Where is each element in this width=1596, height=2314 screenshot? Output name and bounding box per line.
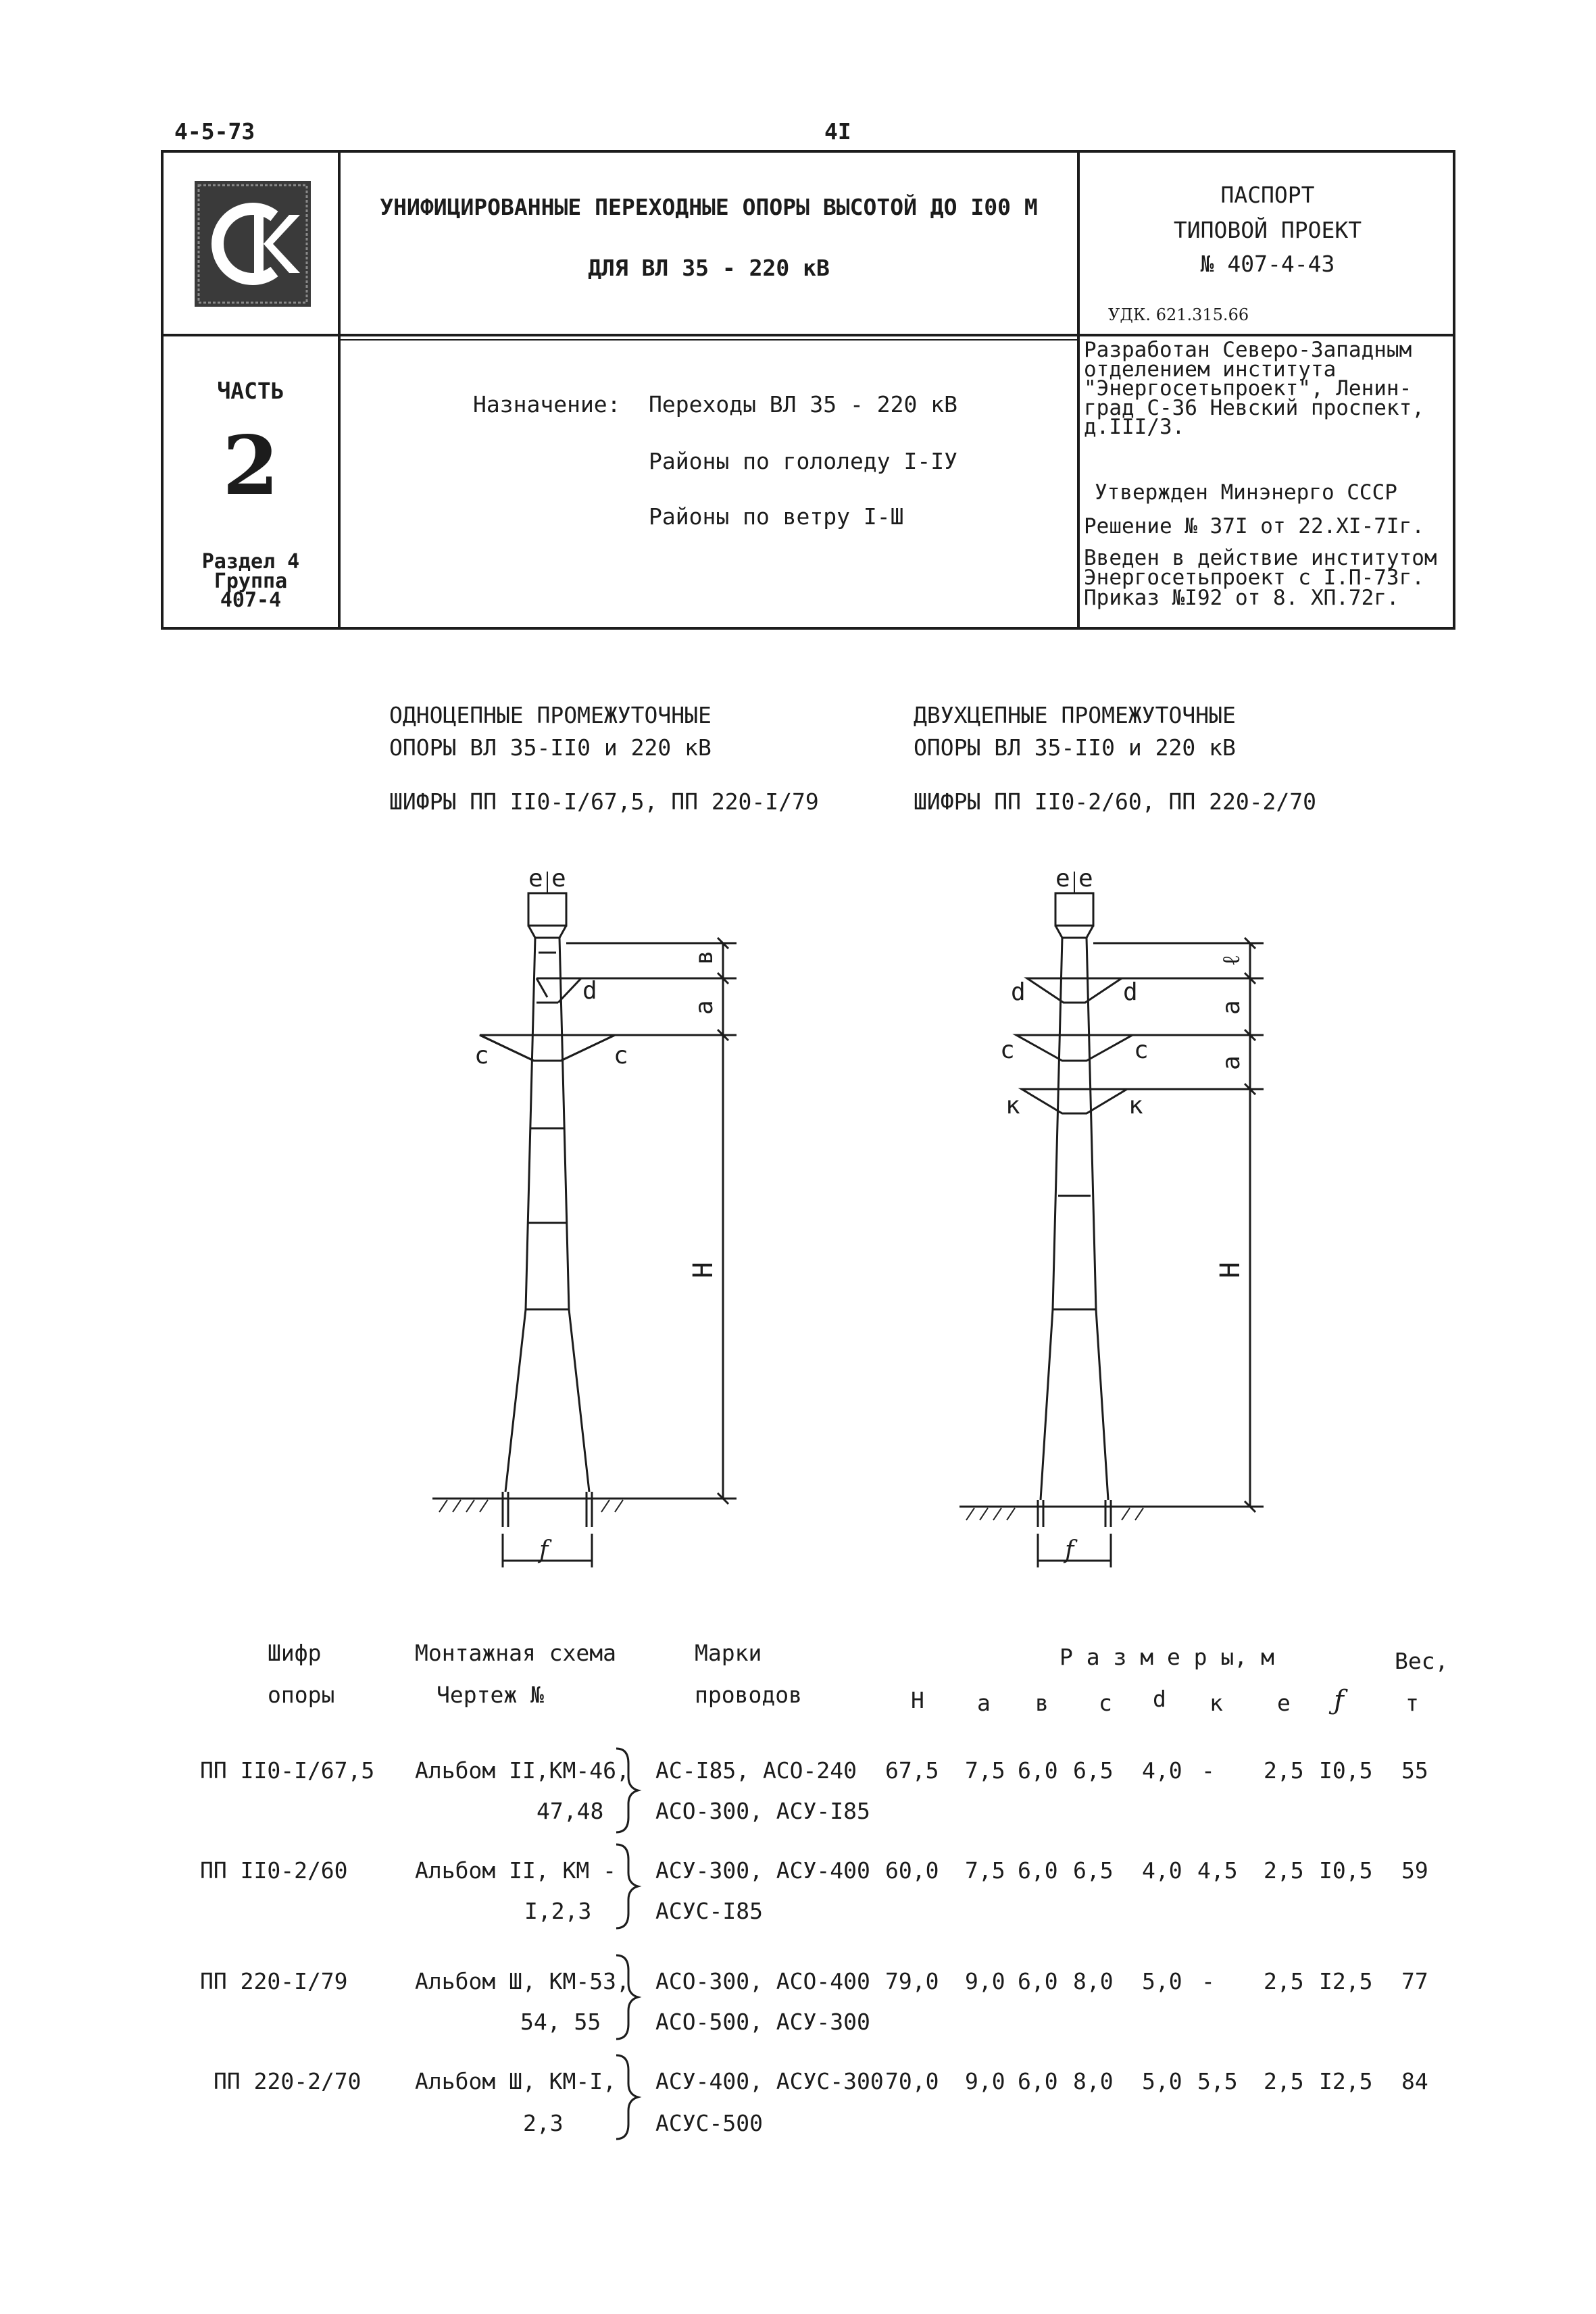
col-header-k: к bbox=[1210, 1690, 1223, 1716]
label-c-left: c bbox=[1000, 1036, 1015, 1064]
label-d-right: d bbox=[1123, 978, 1138, 1006]
purpose-label: Назначение: bbox=[473, 391, 621, 418]
frame-hline-inner bbox=[338, 339, 1077, 341]
row3-d: 5,0 bbox=[1142, 1968, 1182, 1994]
label-b: в bbox=[691, 950, 718, 965]
tower-top-cap bbox=[528, 893, 566, 926]
header-title-line2: ДЛЯ ВЛ 35 - 220 кВ bbox=[588, 255, 830, 281]
left-tower-title-1: ОДНОЦЕПНЫЕ ПРОМЕЖУТОЧНЫЕ bbox=[389, 702, 712, 728]
label-e-1: e bbox=[1055, 865, 1070, 892]
section-label: Раздел 4 Группа 407-4 bbox=[201, 550, 300, 612]
col-header-f: ƒ bbox=[1334, 1685, 1344, 1716]
lower-crossarm bbox=[1022, 1089, 1127, 1113]
col-header-weight: Вес, bbox=[1395, 1648, 1449, 1674]
col-header-scheme: Монтажная схема bbox=[415, 1640, 617, 1666]
row1-b: 6,0 bbox=[1018, 1757, 1058, 1784]
row2-d: 4,0 bbox=[1142, 1857, 1182, 1884]
frame-hline bbox=[161, 334, 1455, 336]
row4-c: 8,0 bbox=[1073, 2068, 1114, 2094]
col-header-a: а bbox=[977, 1690, 991, 1716]
row3-f: I2,5 bbox=[1319, 1968, 1373, 1994]
col-header-code-2: опоры bbox=[268, 1682, 335, 1708]
purpose-crossings: Переходы ВЛ 35 - 220 кВ bbox=[649, 391, 957, 418]
col-header-sizes: Р а з м е р ы, м bbox=[1059, 1644, 1274, 1670]
row1-scheme: Альбом II,КМ-46, bbox=[415, 1757, 630, 1784]
row3-b: 6,0 bbox=[1018, 1968, 1058, 1994]
label-c-right: c bbox=[614, 1042, 628, 1070]
row3-c: 8,0 bbox=[1073, 1968, 1114, 1994]
row2-k: 4,5 bbox=[1197, 1857, 1238, 1884]
row2-wires-2: АСУС-I85 bbox=[655, 1898, 763, 1924]
row2-scheme: Альбом II, КМ - bbox=[415, 1857, 617, 1884]
row1-d: 4,0 bbox=[1142, 1757, 1182, 1784]
tower-body bbox=[505, 938, 589, 1492]
row2-c: 6,5 bbox=[1073, 1857, 1114, 1884]
doc-code: 4-5-73 bbox=[174, 118, 255, 145]
enactment-info: Введен в действие институтом Энергосетьпроект с I.П-73г. Приказ №I92 от 8. ХП.72г. bbox=[1084, 546, 1437, 610]
row3-weight: 77 bbox=[1401, 1968, 1428, 1994]
row4-wires-2: АСУС-500 bbox=[655, 2110, 763, 2136]
purpose-wind-regions: Районы по ветру I-Ш bbox=[649, 503, 904, 530]
row2-wires: АСУ-300, АСУ-400 bbox=[655, 1857, 870, 1884]
part-label: ЧАСТЬ bbox=[217, 378, 284, 404]
label-c-right: c bbox=[1134, 1036, 1149, 1064]
label-a-2: a bbox=[1218, 1055, 1245, 1070]
row1-H: 67,5 bbox=[885, 1757, 939, 1784]
col-header-e: е bbox=[1277, 1690, 1291, 1716]
row2-code: ПП II0-2/60 bbox=[200, 1857, 348, 1884]
row2-a: 7,5 bbox=[965, 1857, 1005, 1884]
label-f: f bbox=[539, 1536, 549, 1564]
row3-scheme: Альбом Ш, КМ-53, bbox=[415, 1968, 630, 1994]
label-d-left: d bbox=[1011, 978, 1026, 1006]
label-e-2: e bbox=[551, 865, 566, 892]
developer-info: Разработан Северо-Западным отделением института "Энергосетьпроект", Ленин- град С-36 Невский проспект, д.III/3. bbox=[1084, 338, 1424, 440]
label-k-right: к bbox=[1128, 1092, 1143, 1120]
upper-crossarm bbox=[537, 978, 581, 1003]
row3-a: 9,0 bbox=[965, 1968, 1005, 1994]
row1-e: 2,5 bbox=[1264, 1757, 1304, 1784]
row3-scheme-2: 54, 55 bbox=[520, 2009, 601, 2035]
decision: Решение № 37I от 22.XI-7Iг. bbox=[1084, 514, 1424, 538]
right-tower-title-2: ОПОРЫ ВЛ 35-II0 и 220 кВ bbox=[914, 734, 1236, 761]
row2-H: 60,0 bbox=[885, 1857, 939, 1884]
label-H: H bbox=[688, 1261, 719, 1278]
row1-code: ПП II0-I/67,5 bbox=[200, 1757, 375, 1784]
upper-crossarm bbox=[1027, 978, 1122, 1003]
label-a-1: a bbox=[1218, 1000, 1245, 1015]
part-number: 2 bbox=[222, 418, 279, 513]
dimension-line-vertical bbox=[1093, 943, 1264, 1507]
tower-top-cap bbox=[1055, 893, 1093, 926]
row4-weight: 84 bbox=[1401, 2068, 1428, 2094]
project-number: № 407-4-43 bbox=[1200, 251, 1335, 277]
row3-k: - bbox=[1201, 1968, 1215, 1994]
row4-H: 70,0 bbox=[885, 2068, 939, 2094]
single-circuit-tower-drawing bbox=[419, 858, 797, 1581]
label-d: d bbox=[582, 977, 597, 1005]
tower-body bbox=[1041, 938, 1108, 1500]
frame-vline-left bbox=[338, 150, 341, 630]
col-header-c: с bbox=[1099, 1690, 1112, 1716]
col-header-H: Н bbox=[911, 1687, 924, 1713]
row1-wires-2: АСО-300, АСУ-I85 bbox=[655, 1798, 870, 1824]
standard-project-label: ТИПОВОЙ ПРОЕКТ bbox=[1173, 217, 1362, 243]
passport-label: ПАСПОРТ bbox=[1220, 182, 1315, 208]
row4-e: 2,5 bbox=[1264, 2068, 1304, 2094]
label-a: a bbox=[691, 1000, 718, 1015]
page-number: 4I bbox=[824, 118, 851, 145]
middle-crossarm bbox=[1016, 1035, 1132, 1061]
row4-f: I2,5 bbox=[1319, 2068, 1373, 2094]
row1-scheme-2: 47,48 bbox=[537, 1798, 604, 1824]
udk-code: УДК. 621.315.66 bbox=[1108, 305, 1249, 324]
col-header-wires-2: проводов bbox=[695, 1682, 802, 1708]
row2-f: I0,5 bbox=[1319, 1857, 1373, 1884]
row1-c: 6,5 bbox=[1073, 1757, 1114, 1784]
col-header-b: в bbox=[1035, 1690, 1049, 1716]
row1-wires: АС-I85, АСО-240 bbox=[655, 1757, 857, 1784]
row3-e: 2,5 bbox=[1264, 1968, 1304, 1994]
row2-e: 2,5 bbox=[1264, 1857, 1304, 1884]
row3-wires-2: АСО-500, АСУ-300 bbox=[655, 2009, 870, 2035]
row1-f: I0,5 bbox=[1319, 1757, 1373, 1784]
row3-H: 79,0 bbox=[885, 1968, 939, 1994]
label-e-1: e bbox=[528, 865, 543, 892]
row1-weight: 55 bbox=[1401, 1757, 1428, 1784]
row4-b: 6,0 bbox=[1018, 2068, 1058, 2094]
label-k-left: к bbox=[1005, 1092, 1020, 1120]
logo bbox=[195, 181, 311, 307]
label-f: f bbox=[1065, 1536, 1074, 1564]
double-circuit-tower-drawing bbox=[946, 858, 1324, 1581]
right-tower-codes: ШИФРЫ ПП II0-2/60, ПП 220-2/70 bbox=[914, 788, 1317, 815]
row3-wires: АСО-300, АСО-400 bbox=[655, 1968, 870, 1994]
purpose-ice-regions: Районы по гололеду I-IУ bbox=[649, 448, 957, 474]
col-header-code: Шифр bbox=[268, 1640, 322, 1666]
row2-b: 6,0 bbox=[1018, 1857, 1058, 1884]
row1-k: - bbox=[1201, 1757, 1215, 1784]
label-c-left: c bbox=[474, 1042, 489, 1070]
left-tower-codes: ШИФРЫ ПП II0-I/67,5, ПП 220-I/79 bbox=[389, 788, 819, 815]
dimension-line-vertical bbox=[566, 943, 737, 1499]
lower-crossarm bbox=[480, 1035, 615, 1061]
row4-scheme: Альбом Ш, КМ-I, bbox=[415, 2068, 617, 2094]
row-braces bbox=[608, 1743, 649, 2175]
col-header-drawing: Чертеж № bbox=[437, 1682, 544, 1708]
label-H: H bbox=[1215, 1261, 1246, 1278]
header-title-line1: УНИФИЦИРОВАННЫЕ ПЕРЕХОДНЫЕ ОПОРЫ ВЫСОТОЙ ДО I00 М bbox=[380, 194, 1038, 220]
right-tower-title-1: ДВУХЦЕПНЫЕ ПРОМЕЖУТОЧНЫЕ bbox=[914, 702, 1236, 728]
row1-a: 7,5 bbox=[965, 1757, 1005, 1784]
col-header-weight-unit: т bbox=[1405, 1690, 1419, 1716]
row4-d: 5,0 bbox=[1142, 2068, 1182, 2094]
row3-code: ПП 220-I/79 bbox=[200, 1968, 348, 1994]
approved-by: Утвержден Минэнерго СССР bbox=[1095, 480, 1397, 505]
label-e-2: e bbox=[1078, 865, 1093, 892]
label-l: ℓ bbox=[1218, 954, 1245, 966]
row4-scheme-2: 2,3 bbox=[523, 2110, 564, 2136]
row2-weight: 59 bbox=[1401, 1857, 1428, 1884]
col-header-d: d bbox=[1153, 1686, 1166, 1712]
col-header-wires: Марки bbox=[695, 1640, 762, 1666]
left-tower-title-2: ОПОРЫ ВЛ 35-II0 и 220 кВ bbox=[389, 734, 712, 761]
row4-wires: АСУ-400, АСУС-300 bbox=[655, 2068, 884, 2094]
row4-a: 9,0 bbox=[965, 2068, 1005, 2094]
row4-k: 5,5 bbox=[1197, 2068, 1238, 2094]
row4-code: ПП 220-2/70 bbox=[214, 2068, 361, 2094]
row2-scheme-2: I,2,3 bbox=[524, 1898, 592, 1924]
